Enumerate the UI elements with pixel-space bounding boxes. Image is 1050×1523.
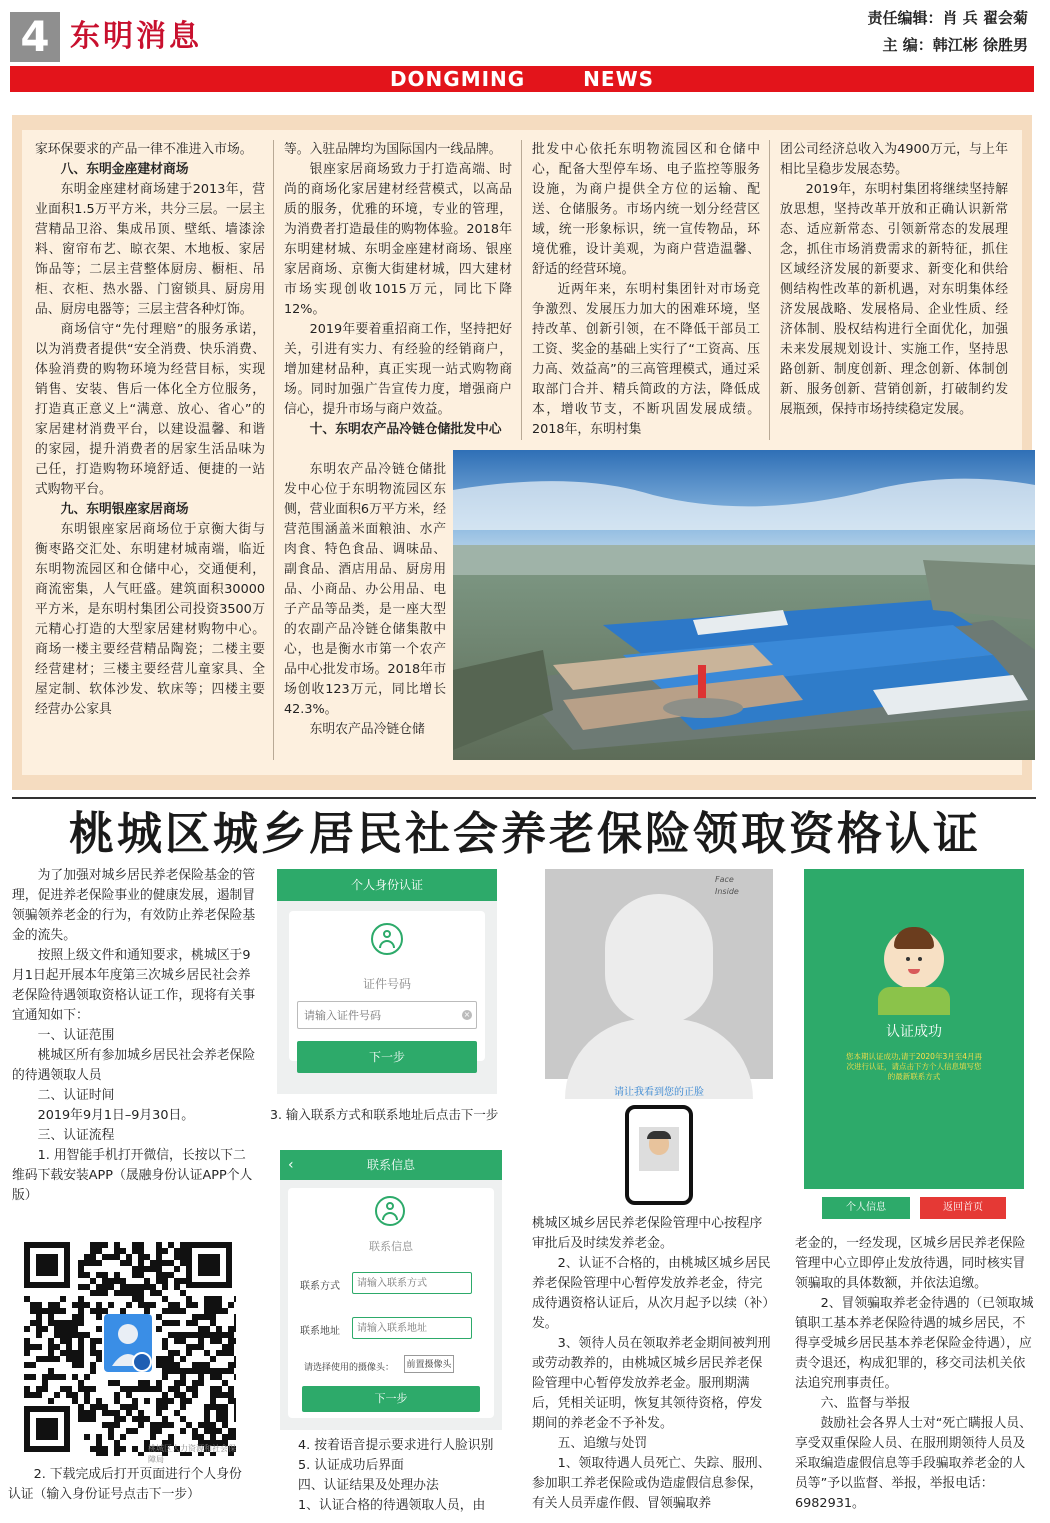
paragraph: 2019年，东明村集团将继续坚持解放思想，坚持改革开放和正确认识新常态、适应新常态、引领新常态的发展理念，抓住市场消费需求的新特征，抓住区域经济发展的新要求、新变化和供给侧结构性改革的新机遇，对东明集体经济发展战略、发展格局、企业性质、经济体制、股权结构进行全面优化，加强未来发展规划设计、实施工作，坚持思路创新、制度创新、理念创新、体制创新、服务创新、营销创新，打破制约发展瓶颈，保持市场持续稳定发展。 — [780, 182, 1008, 417]
screen-title: 联系信息 — [280, 1150, 502, 1180]
next-button[interactable]: 下一步 — [302, 1386, 480, 1412]
aerial-market-photo — [453, 450, 1035, 760]
avatar — [884, 929, 944, 989]
paragraph: 为了加强对城乡居民养老保险基金的管理，促进养老保险事业的健康发展，遏制冒领骗领养老金的行为，有效防止养老保险基金的流失。 — [12, 868, 256, 943]
user-icon — [371, 923, 403, 955]
section-heading: 八、东明金座建材商场 — [60, 162, 189, 177]
paragraph: 2019年9月1日–9月30日。 — [37, 1108, 195, 1123]
step5-caption: 5. 认证成功后界面 — [298, 1458, 404, 1473]
success-note: 您本期认证成功,请于2020年3月至4月再次进行认证，请点击下方个人信息填写您的最新联系方式 — [845, 1052, 982, 1081]
chief-editor-line: 主 编：韩江彬 徐胜男 — [882, 36, 1028, 54]
paragraph: 1、领取待遇人员死亡、失踪、服刑、参加职工养老保险或伪造虚假信息参保，有关人员弄虚作假、冒领骗取养 — [532, 1456, 771, 1511]
clear-icon[interactable]: × — [463, 1010, 471, 1019]
personal-info-button[interactable]: 个人信息 — [822, 1197, 910, 1219]
qr-code[interactable] — [20, 1238, 236, 1464]
article-column-2b — [284, 460, 446, 760]
paragraph: 2、冒领骗取养老金待遇的（已领取城镇职工基本养老保险待遇的城乡居民，不得享受城乡居民基本养老保险金待遇），应责令退还，构成犯罪的，移交司法机关依法追究刑事责任。 — [795, 1296, 1034, 1391]
article2-left-column — [12, 866, 257, 1221]
paragraph: 批发中心依托东明物流园区和仓储中心，配备大型停车场、电子监控等服务设施，为商户提供全方位的运输、配送、仓储服务。市场内统一划分经营区域，统一形象标识，统一宣传物品，环境优雅，设计美观，为商户营造温馨、舒适的经营环境。 — [532, 142, 760, 277]
address-label: 联系地址 — [300, 1326, 340, 1337]
user-icon — [375, 1196, 405, 1226]
section-heading: 四、认证结果及处理办法 — [298, 1478, 439, 1493]
paragraph: 东明银座家居商场位于京衡大街与衡枣路交汇处、东明建材城南端，临近东明物流园区和仓储中心，交通便利，商流密集，人气旺盛。建筑面积30000平方米，是东明村集团公司投资3500万元精心打造的大型家居建材购物中心。商场一楼主要经营精品陶瓷；二楼主要经营建材；三楼主要经营儿童家具、全屋定制、软体沙发、软床等；四楼主要经营办公家具 — [35, 522, 265, 717]
face-silhouette — [605, 894, 713, 1024]
section-heading: 五、追缴与处罚 — [557, 1436, 648, 1451]
paragraph: 桃城区所有参加城乡居民社会养老保险的待遇领取人员 — [12, 1048, 256, 1083]
paragraph: 东明农产品冷链仓储 — [309, 722, 425, 737]
paragraph: 1. 用智能手机打开微信，长按以下二维码下载安装APP（晟融身份认证APP个人版） — [12, 1148, 253, 1203]
paragraph: 银座家居商场致力于打造高端、时尚的商场化家居建材经营模式，以高品质的服务，优雅的环境，专业的管理，为消费者打造最佳的购物体验。2018年东明建材城、东明金座建材商场、银座家居商场、京衡大街建材城，四大建材市场实现创收1015万元，同比下降12%。 — [284, 162, 512, 317]
column-divider — [273, 140, 274, 760]
auth-success-screenshot — [804, 869, 1024, 1229]
paragraph: 3、领待人员在领取养老金期间被判刑或劳动教养的，由桃城区城乡居民养老保险管理中心暂停发放养老金。服刑期满后，凭相关证明，恢复其领待资格，停发期间的养老金不予补发。 — [532, 1336, 771, 1431]
section-heading: 六、监督与举报 — [820, 1396, 911, 1411]
paragraph: 商场信守“先付理赔”的服务承诺，以为消费者提供“安全消费、快乐消费、体验消费的购物环境为经营目标，实现销售、安装、售后一体化全方位服务，打造真正意义上“满意、放心、省心”的家居建材消费平台，以建设温馨、和谐的家园，提升消费者的居家生活品味为己任，打造购物环境舒适、便捷的一站式购物平台。 — [35, 322, 265, 497]
paragraph: 按照上级文件和通知要求，桃城区于9月1日起开展本年度第三次城乡居民社会养老保险待遇领取资格认证工作，现将有关事宜通知如下： — [12, 948, 256, 1023]
column-divider — [521, 140, 522, 440]
article-column-2 — [284, 140, 512, 460]
phone-icon — [625, 1105, 693, 1205]
screen-title: 个人身份认证 — [277, 869, 497, 901]
paragraph: 2019年要着重招商工作，坚持把好关，引进有实力、有经验的经销商户，增加建材品种，真正实现一站式购物商场。同时加强广告宣传力度，增强商户信心，提升市场与商户效益。 — [284, 322, 512, 417]
section-heading: 九、东明银座家居商场 — [60, 502, 189, 517]
qr-caption-block — [8, 1465, 253, 1509]
paragraph: 1、认证合格的待遇领取人员，由 — [298, 1498, 486, 1513]
inside-tag: Inside — [715, 887, 739, 896]
contact-input[interactable] — [352, 1272, 472, 1294]
article-column-3 — [532, 140, 760, 440]
article-column-4 — [780, 140, 1008, 440]
paragraph: 近两年来，东明村集团针对市场竞争激烈、发展压力加大的困难环境，坚持改革、创新引领，在不降低干部员工工资、奖金的基础上实行了“工资高、压力高、效益高”的三高管理模式，通过采取部门合并、精兵简政的方法，降低成本，增收节支，不断巩固发展成绩。2018年，东明村集 — [532, 282, 760, 437]
camera-select[interactable]: 前置摄像头 — [404, 1355, 454, 1373]
section-band: DONGMING NEWS — [10, 66, 1034, 92]
column-divider — [769, 140, 770, 440]
column2-bottom-text — [298, 1436, 523, 1520]
success-title: 认证成功 — [886, 1024, 942, 1040]
contact-label: 联系方式 — [300, 1281, 340, 1292]
paragraph: 东明农产品冷链仓储批发中心位于东明物流园区东侧，营业面积6万平方米，经营范围涵盖米面粮油、水产肉食、特色食品、调味品、副食品、酒店用品、厨房用品、小商品、办公用品、电子产品等品类，是一座大型的农副产品冷链仓储集散中心，也是衡水市第一个农产品中心批发市场。2018年市场创收123万元，同比增长42.3%。 — [284, 462, 446, 717]
article2-column-4 — [795, 1234, 1035, 1520]
id-number-input[interactable] — [297, 1001, 477, 1029]
article2-column-3 — [532, 1214, 774, 1520]
face-tag: Face — [715, 875, 734, 884]
face-recognition-screenshot — [545, 869, 773, 1207]
paragraph: 东明金座建材商场建于2013年，营业面积1.5万平方米，共分三层。一层主营精品卫浴、集成吊顶、壁纸、墙漆涂料、窗帘布艺、晾衣架、木地板、家居饰品等；二层主营整体厨房、橱柜、吊柜、衣柜、热水器、门窗锁具、厨房用品、厨房电器等；三层主营各种灯饰。 — [35, 182, 265, 317]
step3-caption: 3. 输入联系方式和联系地址后点击下一步 — [270, 1107, 499, 1122]
avatar-body — [878, 987, 950, 1015]
qr-watermark: 桃城区人力资源和社会保障局 — [148, 1444, 236, 1464]
camera-label: 请选择使用的摄像头： — [304, 1363, 395, 1373]
face-prompt: 请让我看到您的正脸 — [614, 1087, 704, 1098]
paragraph: 老金的，一经发现，区城乡居民养老保险管理中心立即停止发放待遇，同时核实冒领骗取的具体数额，并依法追缴。 — [795, 1236, 1026, 1291]
paragraph: 等。入驻品牌均为国际国内一线品牌。 — [284, 142, 502, 157]
paragraph: 三、认证流程 — [37, 1128, 115, 1143]
id-number-label: 证件号码 — [362, 977, 411, 991]
section-separator — [12, 797, 1036, 799]
paragraph: 鼓励社会各界人士对“死亡瞒报人员、享受双重保险人员、在服刑期领待人员及采取编造虚假信息等手段骗取养老金的人员等”予以监督、举报，举报电话：6982931。 — [795, 1416, 1032, 1511]
paragraph: 二、认证时间 — [37, 1088, 115, 1103]
article-column-1 — [35, 140, 265, 765]
paragraph: 家环保要求的产品一律不准进入市场。 — [35, 142, 253, 157]
masthead-title: 东明消息 — [70, 19, 202, 54]
section-heading: 十、东明农产品冷链仓储批发中心 — [309, 422, 502, 437]
paragraph: 桃城区城乡居民养老保险管理中心按程序审批后及时续发养老金。 — [532, 1216, 763, 1251]
id-auth-screenshot — [277, 869, 497, 1094]
paragraph: 2、认证不合格的，由桃城区城乡居民养老保险管理中心暂停发放养老金，待完成待遇资格认证后，从次月起予以续（补）发。 — [532, 1256, 771, 1331]
qr-caption: 2. 下载完成后打开页面进行个人身份认证（输入身份证号点击下一步） — [8, 1467, 242, 1502]
editor-line: 责任编辑：肖 兵 翟会菊 — [867, 9, 1028, 27]
article-headline: 桃城区城乡居民社会养老保险领取资格认证 — [68, 807, 981, 860]
contact-info-screenshot — [280, 1150, 502, 1430]
step4-caption: 4. 按着语音提示要求进行人脸识别 — [298, 1438, 494, 1453]
paragraph: 团公司经济总收入为4900万元，与上年相比呈稳步发展态势。 — [780, 142, 1008, 177]
section-label: 联系信息 — [369, 1240, 413, 1253]
paragraph: 一、认证范围 — [37, 1028, 115, 1043]
address-input[interactable] — [352, 1317, 472, 1339]
back-home-button[interactable]: 返回首页 — [920, 1197, 1006, 1219]
page-number-badge: 4 — [10, 12, 60, 62]
next-button[interactable]: 下一步 — [297, 1041, 477, 1073]
back-arrow-icon[interactable]: ‹ — [288, 1157, 294, 1173]
